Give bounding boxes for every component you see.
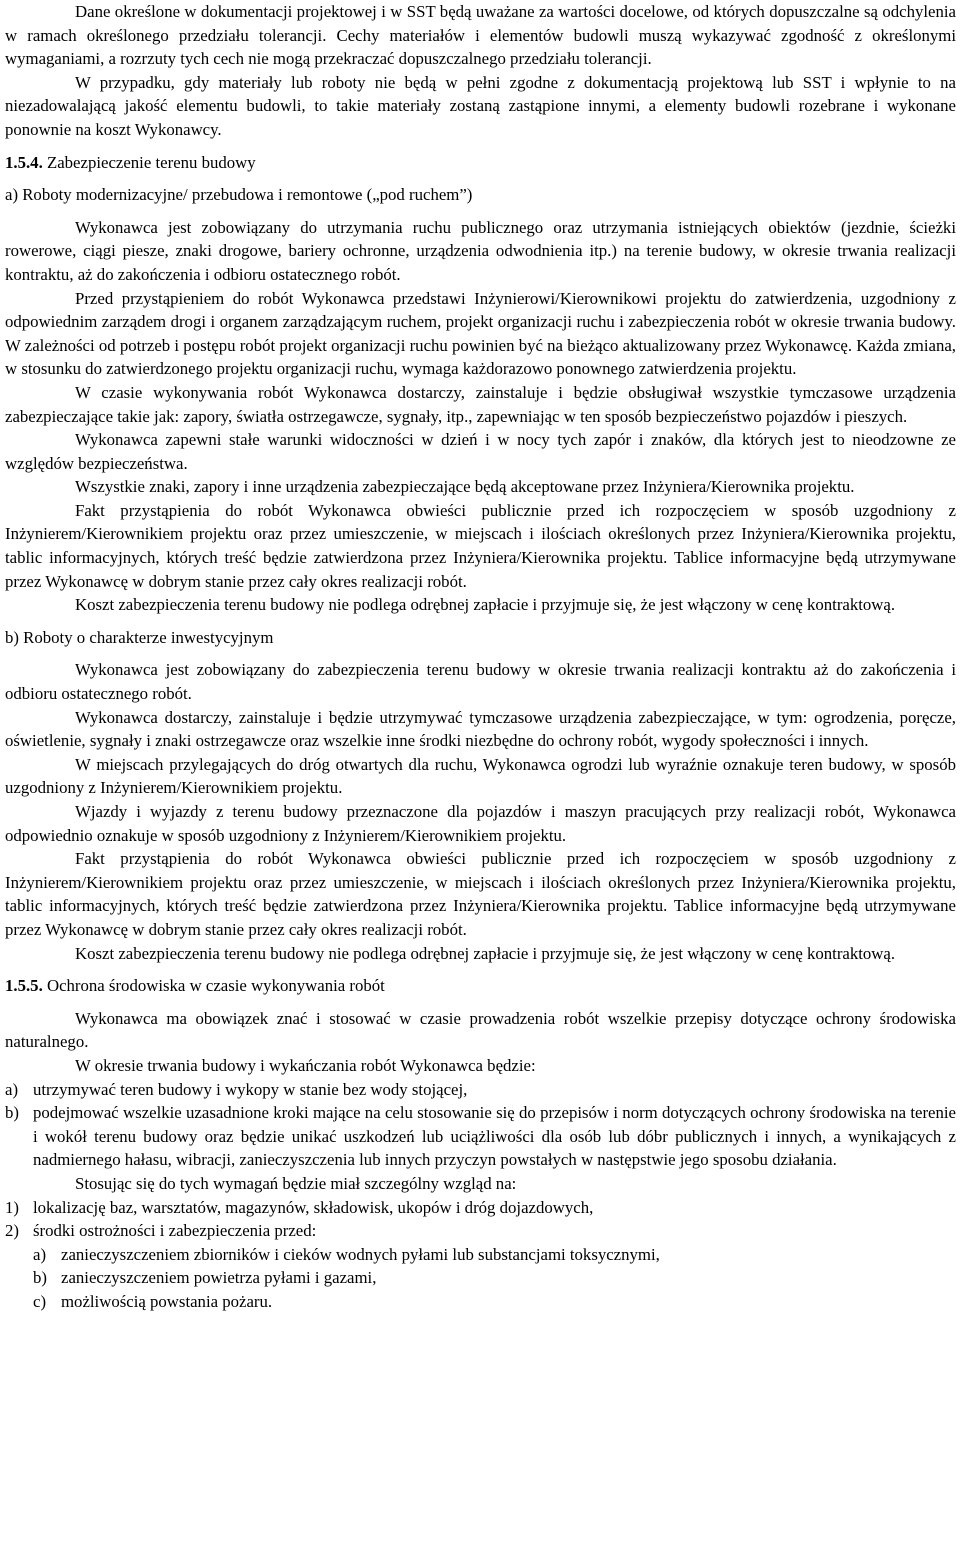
paragraph: Fakt przystąpienia do robót Wykonawca obwieści publicznie przed ich rozpoczęciem w sposób uzgodniony z Inżynierem/Kierownikiem projektu oraz przez umieszczenie, w miejscach i ilościach określonych przez Inżyniera/Kierownika projektu, tablic informacyjnych, których treść będzie zatwierdzona przez Inżyniera/Kierownika projektu. Tablice informacyjne będą utrzymywane przez Wykonawcę w dobrym stanie przez cały okres realizacji robót.	[5, 849, 956, 939]
paragraph: Wykonawca zapewni stałe warunki widoczności w dzień i w nocy tych zapór i znaków, dla których jest to nieodzowne ze względów bezpieczeństwa.	[5, 430, 956, 473]
paragraph: Koszt zabezpieczenia terenu budowy nie podlega odrębnej zapłacie i przyjmuje się, że jest włączony w cenę kontraktową.	[75, 595, 896, 615]
subsection-heading-a: a) Roboty modernizacyjne/ przebudowa i remontowe („pod ruchem”)	[5, 185, 473, 205]
subsection-heading-b: b) Roboty o charakterze inwestycyjnym	[5, 627, 274, 647]
paragraph: Wykonawca jest zobowiązany do utrzymania ruchu publicznego oraz utrzymania istniejących obiektów (jezdnie, ścieżki rowerowe, ciągi piesze, znaki drogowe, bariery ochronne, urządzenia odwodnienia itp.) na terenie budowy, w okresie trwania realizacji kontraktu, aż do zakończenia i odbioru ostatecznego robót.	[5, 217, 956, 284]
section-title: Ochrona środowiska w czasie wykonywania robót	[42, 976, 385, 996]
list-text: zanieczyszczeniem zbiorników i cieków wodnych pyłami lub substancjami toksycznymi,	[61, 1244, 660, 1264]
paragraph: Wjazdy i wyjazdy z terenu budowy przeznaczone dla pojazdów i maszyn pracujących przy realizacji robót, Wykonawca odpowiednio oznakuje w sposób uzgodniony z Inżynierem/Kierownikiem projektu.	[5, 802, 956, 845]
list-marker: b)	[33, 1268, 47, 1288]
list-text: możliwością powstania pożaru.	[61, 1291, 273, 1311]
paragraph: Fakt przystąpienia do robót Wykonawca obwieści publicznie przed ich rozpoczęciem w sposób uzgodniony z Inżynierem/Kierownikiem projektu oraz przez umieszczenie, w miejscach i ilościach określonych przez Inżyniera/Kierownika projektu, tablic informacyjnych, których treść będzie zatwierdzona przez Inżyniera/Kierownika projektu. Tablice informacyjne będą utrzymywane przez Wykonawcę w dobrym stanie przez cały okres realizacji robót.	[5, 500, 956, 591]
paragraph: W miejscach przylegających do dróg otwartych dla ruchu, Wykonawca ogrodzi lub wyraźnie oznakuje teren budowy, w sposób uzgodniony z Inżynierem/Kierownikiem projektu.	[5, 754, 956, 798]
section-title: Zabezpieczenie terenu budowy	[42, 152, 256, 172]
list-item	[5, 1290, 956, 1314]
section-heading-1-5-4	[5, 151, 956, 175]
list-item	[5, 1266, 956, 1290]
paragraph: Wykonawca ma obowiązek znać i stosować w czasie prowadzenia robót wszelkie przepisy dotyczące ochrony środowiska naturalnego.	[5, 1008, 956, 1052]
list-marker: 2)	[5, 1221, 19, 1241]
paragraph: Dane określone w dokumentacji projektowej i w SST będą uważane za wartości docelowe, od których dopuszczalne są odchylenia w ramach określonego przedziału tolerancji. Cechy materiałów i elementów budowli muszą wykazywać zgodność z określonymi wymaganiami, a rozrzuty tych cech nie mogą przekraczać dopuszczalnego przedziału tolerancji.	[5, 2, 956, 69]
list-text: środki ostrożności i zabezpieczenia przed:	[33, 1221, 317, 1241]
list-marker: c)	[33, 1291, 47, 1311]
list-text: utrzymywać teren budowy i wykopy w stanie bez wody stojącej,	[33, 1079, 468, 1099]
paragraph: Stosując się do tych wymagań będzie miał szczególny wzgląd na:	[75, 1173, 517, 1193]
paragraph: Koszt zabezpieczenia terenu budowy nie podlega odrębnej zapłacie i przyjmuje się, że jest włączony w cenę kontraktową.	[75, 943, 896, 963]
paragraph: W przypadku, gdy materiały lub roboty nie będą w pełni zgodne z dokumentacją projektową lub SST i wpłynie to na niezadowalającą jakość elementu budowli, to takie materiały zostaną zastąpione innymi, a elementy budowli rozebrane i wykonane ponownie na koszt Wykonawcy.	[5, 72, 956, 139]
list-item	[5, 1101, 956, 1172]
list-marker: a)	[33, 1244, 47, 1264]
list-marker: 1)	[5, 1197, 19, 1217]
list-item	[5, 1243, 956, 1267]
list-text: podejmować wszelkie uzasadnione kroki mające na celu stosowanie się do przepisów i norm dotyczących ochrony środowiska na terenie i wokół terenu budowy oraz będzie unikać uszkodzeń lub uciążliwości dla osób lub dóbr publicznych i innych, a wynikających z nadmiernego hałasu, wibracji, zanieczyszczenia lub innych przyczyn powstałych w następstwie jego sposobu działania.	[33, 1103, 956, 1170]
list-text: zanieczyszczeniem powietrza pyłami i gazami,	[61, 1268, 377, 1288]
paragraph: Wykonawca jest zobowiązany do zabezpieczenia terenu budowy w okresie trwania realizacji kontraktu aż do zakończenia i odbioru ostatecznego robót.	[5, 660, 956, 704]
section-number: 1.5.5.	[5, 976, 43, 996]
section-number: 1.5.4.	[5, 152, 43, 172]
list-item	[5, 1078, 956, 1102]
paragraph: W okresie trwania budowy i wykańczania robót Wykonawca będzie:	[75, 1055, 536, 1075]
paragraph: W czasie wykonywania robót Wykonawca dostarczy, zainstaluje i będzie obsługiwał wszystkie tymczasowe urządzenia zabezpieczające takie jak: zapory, światła ostrzegawcze, sygnały, itp., zapewniając w ten sposób bezpieczeństwo pojazdów i pieszych.	[5, 382, 956, 426]
paragraph: Wykonawca dostarczy, zainstaluje i będzie utrzymywać tymczasowe urządzenia zabezpieczające, w tym: ogrodzenia, poręcze, oświetlenie, sygnały i znaki ostrzegawcze oraz wszelkie inne środki niezbędne do ochrony robót, wygody społeczności i innych.	[5, 707, 956, 751]
list-marker: b)	[5, 1103, 19, 1123]
paragraph: Przed przystąpieniem do robót Wykonawca przedstawi Inżynierowi/Kierownikowi projektu do zatwierdzenia, uzgodniony z odpowiednim zarządem drogi i organem zarządzającym ruchem, projekt organizacji ruchu i zabezpieczenia robót w okresie trwania budowy. W zależności od potrzeb i postępu robót projekt organizacji ruchu powinien być na bieżąco aktualizowany przez Wykonawcę. Każda zmiana, w stosunku do zatwierdzonego projektu organizacji ruchu, wymaga każdorazowo ponownego zatwierdzenia projektu.	[5, 288, 956, 379]
list-item	[5, 1219, 956, 1243]
list-text: lokalizację baz, warsztatów, magazynów, składowisk, ukopów i dróg dojazdowych,	[33, 1197, 594, 1217]
list-marker: a)	[5, 1079, 19, 1099]
list-item	[5, 1196, 956, 1220]
section-heading-1-5-5	[5, 974, 956, 998]
paragraph: Wszystkie znaki, zapory i inne urządzenia zabezpieczające będą akceptowane przez Inżyniera/Kierownika projektu.	[75, 477, 855, 497]
